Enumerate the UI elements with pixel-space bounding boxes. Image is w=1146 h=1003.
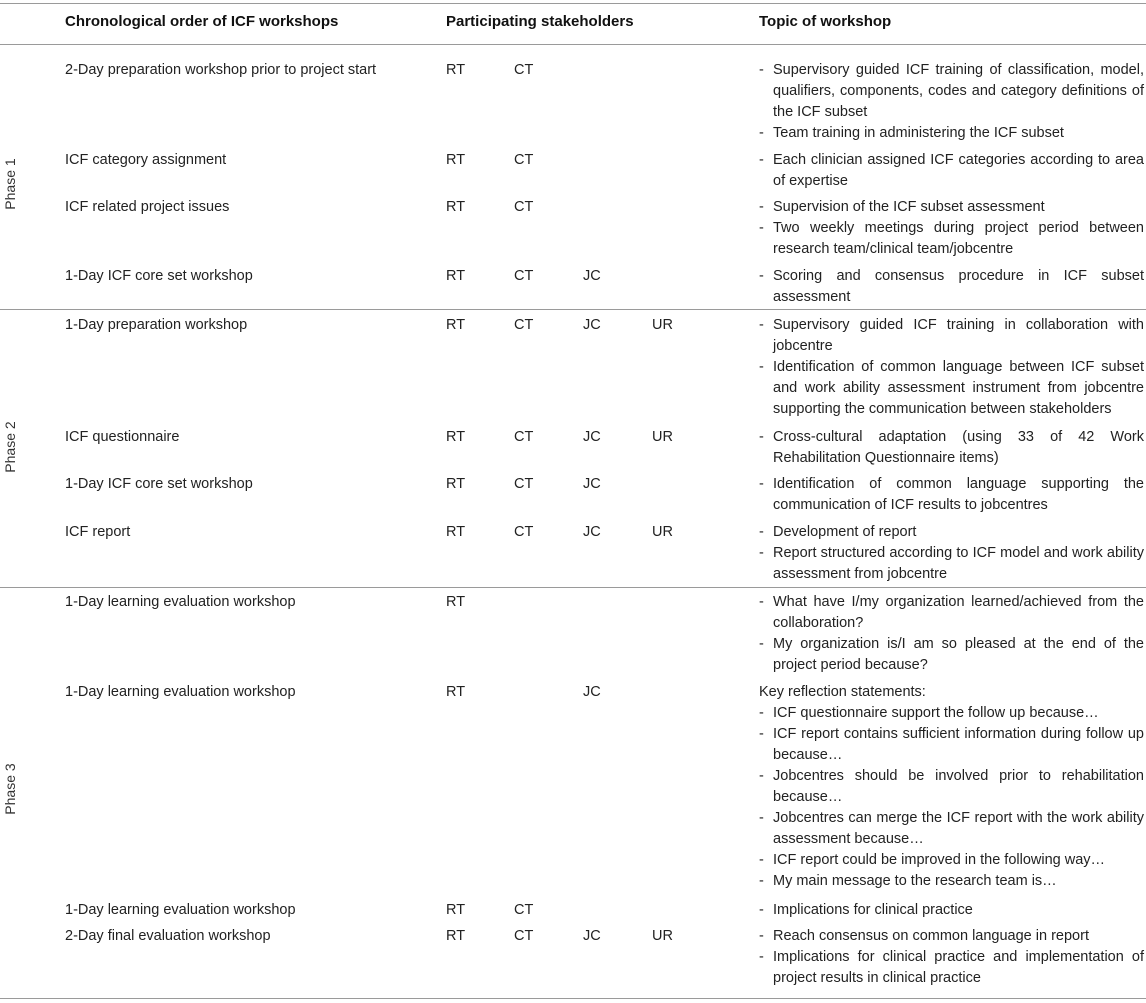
dash-bullet-marker: -: [759, 152, 764, 168]
topic-bullet-text: Each clinician assigned ICF categories according to area of expertise: [773, 152, 1144, 189]
dash-bullet-marker: -: [759, 359, 764, 375]
stakeholder-jc: JC: [583, 524, 601, 540]
topic-bullet-text: Supervisory guided ICF training of classification, model, qualifiers, components, codes and category definitions of the ICF subset: [773, 62, 1144, 120]
phase-divider-2: [0, 587, 1146, 588]
stakeholder-rt: RT: [446, 199, 466, 215]
stakeholder-ct: CT: [514, 902, 534, 918]
topic-bullet-text: Team training in administering the ICF subset: [773, 125, 1064, 141]
topic-bullet: [759, 947, 1144, 989]
topic-bullet: [759, 522, 1144, 543]
header-rule: [0, 44, 1146, 45]
topic-bullet-text: Identification of common language supporting the communication of ICF results to jobcentres: [773, 476, 1144, 513]
stakeholder-ur: UR: [652, 928, 673, 944]
topic-cell: [759, 682, 1144, 892]
dash-bullet-marker: -: [759, 524, 764, 540]
topic-bullet: [759, 724, 1144, 766]
dash-bullet-marker: -: [759, 852, 764, 868]
stakeholder-ur: UR: [652, 429, 673, 445]
topic-bullet: [759, 850, 1144, 871]
stakeholder-jc: JC: [583, 317, 601, 333]
stakeholder-rt: RT: [446, 62, 466, 78]
topic-bullet: [759, 60, 1144, 123]
dash-bullet-marker: -: [759, 268, 764, 284]
dash-bullet-marker: -: [759, 220, 764, 236]
header-workshops: Chronological order of ICF workshops: [65, 13, 339, 30]
topic-cell: [759, 474, 1144, 516]
phase-label: Phase 2: [2, 421, 18, 473]
topic-bullet-text: Jobcentres can merge the ICF report with the work ability assessment because…: [773, 810, 1144, 847]
topic-bullet: [759, 543, 1144, 585]
topic-cell: [759, 926, 1144, 989]
topic-cell: [759, 592, 1144, 676]
topic-cell: [759, 427, 1144, 469]
topic-bullet-text: Implications for clinical practice and implementation of project results in clinical practice: [773, 949, 1144, 986]
dash-bullet-marker: -: [759, 949, 764, 965]
dash-bullet-marker: -: [759, 594, 764, 610]
topic-bullet-text: My main message to the research team is…: [773, 873, 1057, 889]
topic-cell: [759, 900, 1144, 921]
topic-bullet-text: Two weekly meetings during project period between research team/clinical team/jobcentre: [773, 220, 1144, 257]
topic-cell: [759, 315, 1144, 420]
topic-cell: [759, 522, 1144, 585]
table-header: [0, 0, 1146, 42]
topic-bullet: [759, 315, 1144, 357]
topic-bullet: [759, 808, 1144, 850]
dash-bullet-marker: -: [759, 62, 764, 78]
header-topic: Topic of workshop: [759, 13, 892, 30]
stakeholder-jc: JC: [583, 928, 601, 944]
dash-bullet-marker: -: [759, 317, 764, 333]
stakeholder-rt: RT: [446, 317, 466, 333]
dash-bullet-marker: -: [759, 873, 764, 889]
dash-bullet-marker: -: [759, 545, 764, 561]
stakeholder-ct: CT: [514, 62, 534, 78]
dash-bullet-marker: -: [759, 928, 764, 944]
topic-bullet-text: Reach consensus on common language in report: [773, 928, 1089, 944]
dash-bullet-marker: -: [759, 726, 764, 742]
topic-bullet-text: ICF questionnaire support the follow up because…: [773, 705, 1099, 721]
topic-bullet-text: My organization is/I am so pleased at the end of the project period because?: [773, 636, 1144, 673]
workshop-cell: 2-Day preparation workshop prior to project start: [65, 62, 377, 78]
bottom-rule: [0, 998, 1146, 999]
topic-bullet-text: ICF report could be improved in the following way…: [773, 852, 1106, 868]
topic-bullet-text: Cross-cultural adaptation (using 33 of 42 Work Rehabilitation Questionnaire items): [773, 429, 1144, 466]
stakeholder-ct: CT: [514, 429, 534, 445]
workshop-cell: ICF questionnaire: [65, 429, 180, 445]
dash-bullet-marker: -: [759, 705, 764, 721]
topic-bullet: [759, 197, 1144, 218]
workshop-cell: 1-Day ICF core set workshop: [65, 476, 253, 492]
stakeholder-rt: RT: [446, 476, 466, 492]
workshop-cell: ICF related project issues: [65, 199, 230, 215]
topic-cell: [759, 150, 1144, 192]
topic-bullet-text: Development of report: [773, 524, 917, 540]
stakeholder-ct: CT: [514, 317, 534, 333]
stakeholder-ct: CT: [514, 524, 534, 540]
stakeholder-ct: CT: [514, 928, 534, 944]
topic-bullet: [759, 427, 1144, 469]
topic-bullet: [759, 218, 1144, 260]
stakeholder-jc: JC: [583, 476, 601, 492]
stakeholder-jc: JC: [583, 684, 601, 700]
stakeholder-ur: UR: [652, 317, 673, 333]
topic-bullet-text: Report structured according to ICF model and work ability assessment from jobcentre: [773, 545, 1144, 582]
dash-bullet-marker: -: [759, 476, 764, 492]
stakeholder-ct: CT: [514, 152, 534, 168]
stakeholder-jc: JC: [583, 429, 601, 445]
topic-bullet: [759, 900, 1144, 921]
topic-bullet: [759, 592, 1144, 634]
topic-bullet: [759, 634, 1144, 676]
stakeholder-ct: CT: [514, 268, 534, 284]
dash-bullet-marker: -: [759, 810, 764, 826]
topic-bullet-text: ICF report contains sufficient information during follow up because…: [773, 726, 1144, 763]
topic-bullet-text: Implications for clinical practice: [773, 902, 973, 918]
stakeholder-ur: UR: [652, 524, 673, 540]
stakeholder-ct: CT: [514, 199, 534, 215]
phase-label: Phase 3: [2, 763, 18, 815]
workshop-cell: 1-Day learning evaluation workshop: [65, 684, 296, 700]
phase-label: Phase 1: [2, 158, 18, 210]
stakeholder-rt: RT: [446, 429, 466, 445]
workshop-cell: 1-Day preparation workshop: [65, 317, 248, 333]
topic-bullet: [759, 871, 1144, 892]
topic-bullet-text: What have I/my organization learned/achieved from the collaboration?: [773, 594, 1144, 631]
stakeholder-rt: RT: [446, 902, 466, 918]
stakeholder-rt: RT: [446, 524, 466, 540]
workshop-cell: ICF category assignment: [65, 152, 227, 168]
topic-bullet: [759, 357, 1144, 420]
topic-bullet-text: Scoring and consensus procedure in ICF subset assessment: [773, 268, 1144, 305]
dash-bullet-marker: -: [759, 125, 764, 141]
topic-bullet-text: Jobcentres should be involved prior to rehabilitation because…: [773, 768, 1144, 805]
dash-bullet-marker: -: [759, 636, 764, 652]
stakeholder-rt: RT: [446, 268, 466, 284]
workshop-cell: ICF report: [65, 524, 131, 540]
topic-bullet: [759, 150, 1144, 192]
dash-bullet-marker: -: [759, 768, 764, 784]
topic-cell: [759, 60, 1144, 144]
workshop-cell: 1-Day ICF core set workshop: [65, 268, 253, 284]
workshop-cell: 1-Day learning evaluation workshop: [65, 902, 296, 918]
stakeholder-jc: JC: [583, 268, 601, 284]
workshop-cell: 1-Day learning evaluation workshop: [65, 594, 296, 610]
dash-bullet-marker: -: [759, 199, 764, 215]
stakeholder-rt: RT: [446, 594, 466, 610]
topic-bullet-text: Supervisory guided ICF training in collaboration with jobcentre: [773, 317, 1144, 354]
topic-bullet: [759, 926, 1144, 947]
dash-bullet-marker: -: [759, 429, 764, 445]
stakeholder-rt: RT: [446, 684, 466, 700]
topic-bullet: [759, 766, 1144, 808]
phase-divider-1: [0, 309, 1146, 310]
topic-cell: [759, 197, 1144, 260]
topic-bullet-text: Supervision of the ICF subset assessment: [773, 199, 1045, 215]
topic-bullet: [759, 123, 1144, 144]
topic-bullet: [759, 266, 1144, 308]
stakeholder-rt: RT: [446, 152, 466, 168]
topic-bullet: [759, 474, 1144, 516]
dash-bullet-marker: -: [759, 902, 764, 918]
topic-intro: Key reflection statements:: [759, 684, 926, 700]
stakeholder-ct: CT: [514, 476, 534, 492]
topic-bullet: [759, 703, 1144, 724]
workshop-cell: 2-Day final evaluation workshop: [65, 928, 271, 944]
stakeholder-rt: RT: [446, 928, 466, 944]
header-stakeholders: Participating stakeholders: [446, 13, 634, 30]
topic-bullet-text: Identification of common language between ICF subset and work ability assessment instrument from jobcentre supporting the communication between stakeholders: [773, 359, 1144, 417]
topic-cell: [759, 266, 1144, 308]
